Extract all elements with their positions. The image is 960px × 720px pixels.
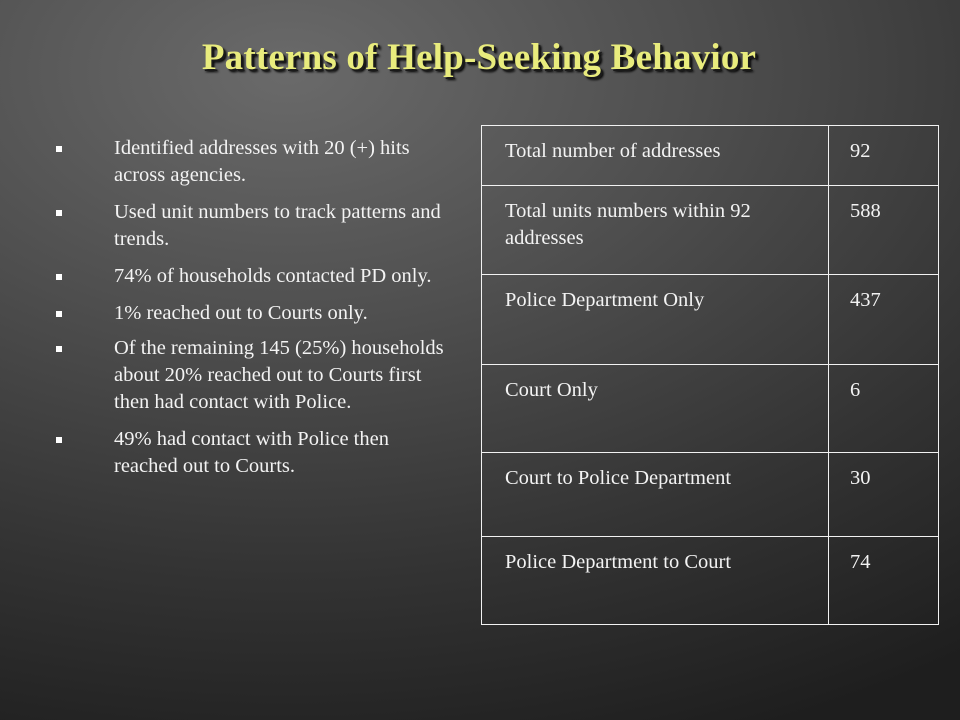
row-label: Total number of addresses xyxy=(482,126,829,186)
bullet-text: Identified addresses with 20 (+) hits across agencies. xyxy=(114,137,410,186)
bullet-text: Of the remaining 145 (25%) households about 20% reached out to Courts first then had contact with Police. xyxy=(114,337,444,413)
row-value: 588 xyxy=(829,186,939,275)
row-value: 30 xyxy=(829,453,939,537)
bullet-text: Used unit numbers to track patterns and trends. xyxy=(114,201,441,250)
bullet-text: 74% of households contacted PD only. xyxy=(114,265,432,287)
table-row xyxy=(482,275,939,365)
bullet-item xyxy=(56,335,451,416)
bullet-item xyxy=(56,300,451,327)
row-value: 6 xyxy=(829,365,939,453)
row-label: Police Department Only xyxy=(482,275,829,365)
row-label: Total units numbers within 92 addresses xyxy=(482,186,829,275)
bullet-list xyxy=(56,135,451,490)
row-label: Court to Police Department xyxy=(482,453,829,537)
square-bullet-icon xyxy=(56,146,62,152)
table-row xyxy=(482,365,939,453)
square-bullet-icon xyxy=(56,311,62,317)
slide-title-text: Patterns of Help-Seeking Behavior xyxy=(201,37,757,78)
bullet-item xyxy=(56,263,451,290)
bullet-text: 49% had contact with Police then reached out to Courts. xyxy=(114,428,389,477)
table-row xyxy=(482,186,939,275)
square-bullet-icon xyxy=(56,274,62,280)
row-value: 74 xyxy=(829,537,939,625)
table-row xyxy=(482,537,939,625)
square-bullet-icon xyxy=(56,346,62,352)
slide-title xyxy=(0,36,960,79)
table-row xyxy=(482,126,939,186)
square-bullet-icon xyxy=(56,210,62,216)
table-row xyxy=(482,453,939,537)
square-bullet-icon xyxy=(56,437,62,443)
row-label: Court Only xyxy=(482,365,829,453)
summary-table xyxy=(481,125,939,625)
bullet-item xyxy=(56,199,451,253)
bullet-text: 1% reached out to Courts only. xyxy=(114,302,368,324)
row-value: 437 xyxy=(829,275,939,365)
bullet-item xyxy=(56,135,451,189)
bullet-item xyxy=(56,426,451,480)
row-value: 92 xyxy=(829,126,939,186)
row-label: Police Department to Court xyxy=(482,537,829,625)
